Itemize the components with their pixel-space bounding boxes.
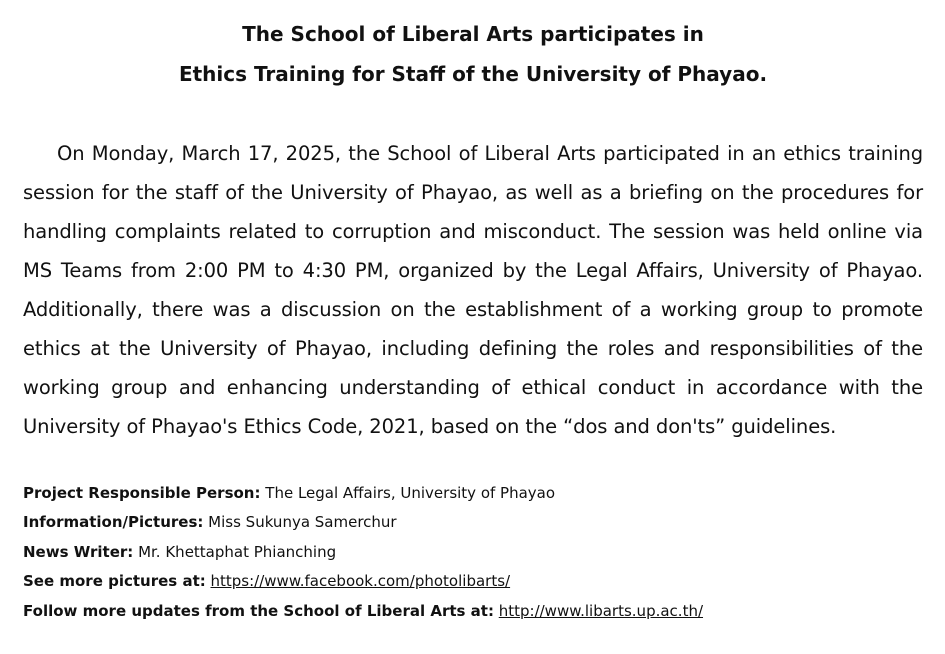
article-body: On Monday, March 17, 2025, the School of Liberal Arts participated in an ethics training session for the staff of the University of Phayao, as well as a briefing on the procedures for handling complaints related to corruption and misconduct. The session was held online via MS Teams from 2:00 PM to 4:30 PM, organized by the Legal Affairs, University of Phayao. Additionally, there was a discussion on the establishment of a working group to promote ethics at the University of Phayao, including defining the roles and responsibilities of the working group and enhancing understanding of ethical conduct in accordance with the University of Phayao's Ethics Code, 2021, based on the “dos and don'ts” guidelines. bbox=[23, 142, 923, 438]
libarts-website-link[interactable]: http://www.libarts.up.ac.th/ bbox=[498, 601, 704, 620]
article-title-line-1: The School of Liberal Arts participates in bbox=[242, 22, 704, 46]
credit-follow-updates bbox=[23, 597, 923, 626]
article-title bbox=[23, 0, 923, 94]
credit-pictures-label: See more pictures at: bbox=[23, 572, 206, 591]
credit-updates-label: Follow more updates from the School of Liberal Arts at: bbox=[23, 601, 494, 620]
credit-responsible-label: Project Responsible Person: bbox=[23, 484, 261, 502]
credit-information-pictures bbox=[23, 508, 923, 537]
credit-responsible-person bbox=[23, 479, 923, 508]
credit-news-writer bbox=[23, 538, 923, 567]
credit-info-label: Information/Pictures: bbox=[23, 513, 204, 532]
article-credits bbox=[23, 479, 923, 626]
credit-more-pictures bbox=[23, 567, 923, 596]
credit-writer-value: Mr. Khettaphat Phianching bbox=[138, 542, 337, 561]
credit-info-value: Miss Sukunya Samerchur bbox=[208, 513, 397, 532]
credit-responsible-value: The Legal Affairs, University of Phayao bbox=[265, 484, 556, 502]
credit-writer-label: News Writer: bbox=[23, 542, 134, 561]
article-title-line-2: Ethics Training for Staff of the University of Phayao. bbox=[178, 62, 768, 86]
facebook-photos-link[interactable]: https://www.facebook.com/photolibarts/ bbox=[210, 572, 511, 591]
